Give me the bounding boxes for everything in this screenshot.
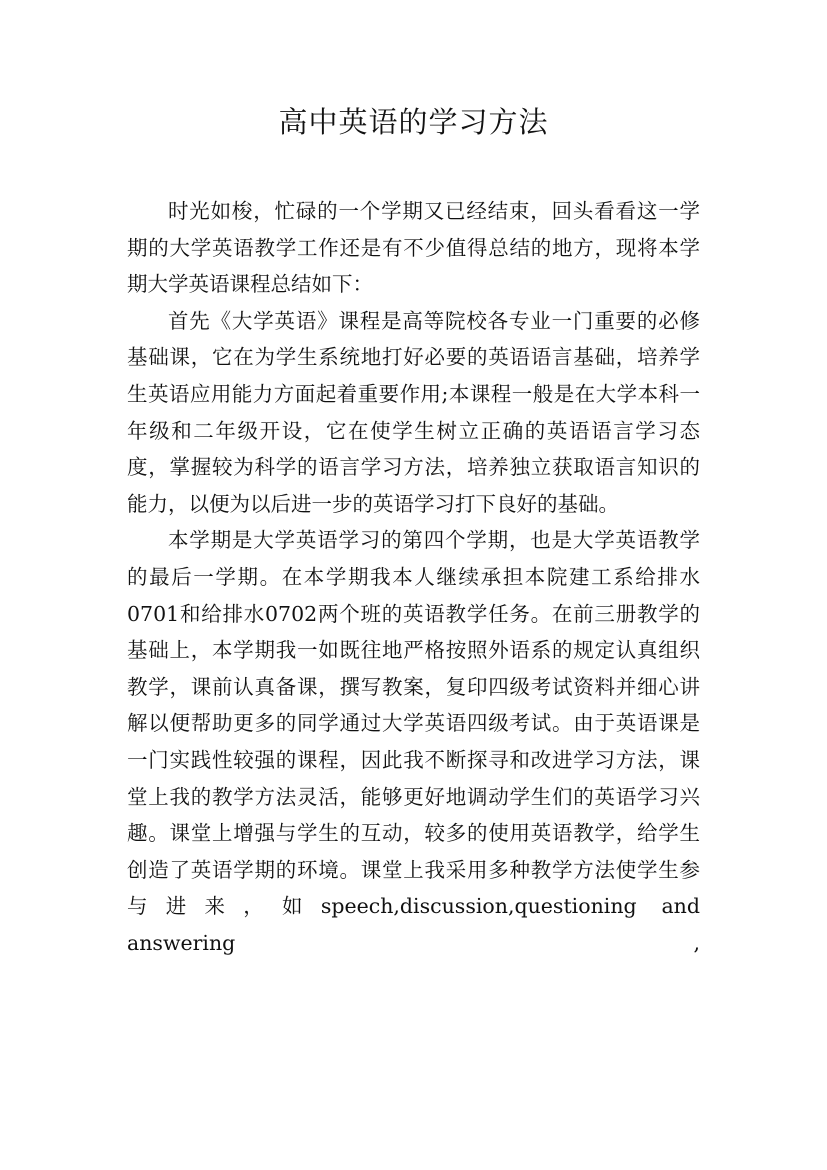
paragraph-3: 本学期是大学英语学习的第四个学期，也是大学英语教学的最后一学期。在本学期我本人继续承担本院建工系给排水0701和给排水0702两个班的英语教学任务。在前三册教学的基础上，本学期我一如既往地严格按照外语系的规定认真组织教学，课前认真备课，撰写教案，复印四级考试资料并细心讲解以便帮助更多的同学通过大学英语四级考试。由于英语课是一门实践性较强的课程，因此我不断探寻和改进学习方法，课堂上我的教学方法灵活，能够更好地调动学生们的英语学习兴趣。课堂上增强与学生的互动，较多的使用英语教学，给学生创造了英语学期的环境。课堂上我采用多种教学方法使学生参与进来，如speech,discussion,questioning and answering , bbox=[127, 528, 700, 955]
document-title: 高中英语的学习方法 bbox=[278, 105, 549, 139]
document-body bbox=[127, 193, 700, 961]
paragraph-1: 时光如梭，忙碌的一个学期又已经结束，回头看看这一学期的大学英语教学工作还是有不少值得总结的地方，现将本学期大学英语课程总结如下： bbox=[127, 199, 700, 297]
paragraph-2: 首先《大学英语》课程是高等院校各专业一门重要的必修基础课，它在为学生系统地打好必要的英语语言基础，培养学生英语应用能力方面起着重要作用;本课程一般是在大学本科一年级和二年级开设，它在使学生树立正确的英语语言学习态度，掌握较为科学的语言学习方法，培养独立获取语言知识的能力，以便为以后进一步的英语学习打下良好的基础。 bbox=[127, 308, 700, 516]
